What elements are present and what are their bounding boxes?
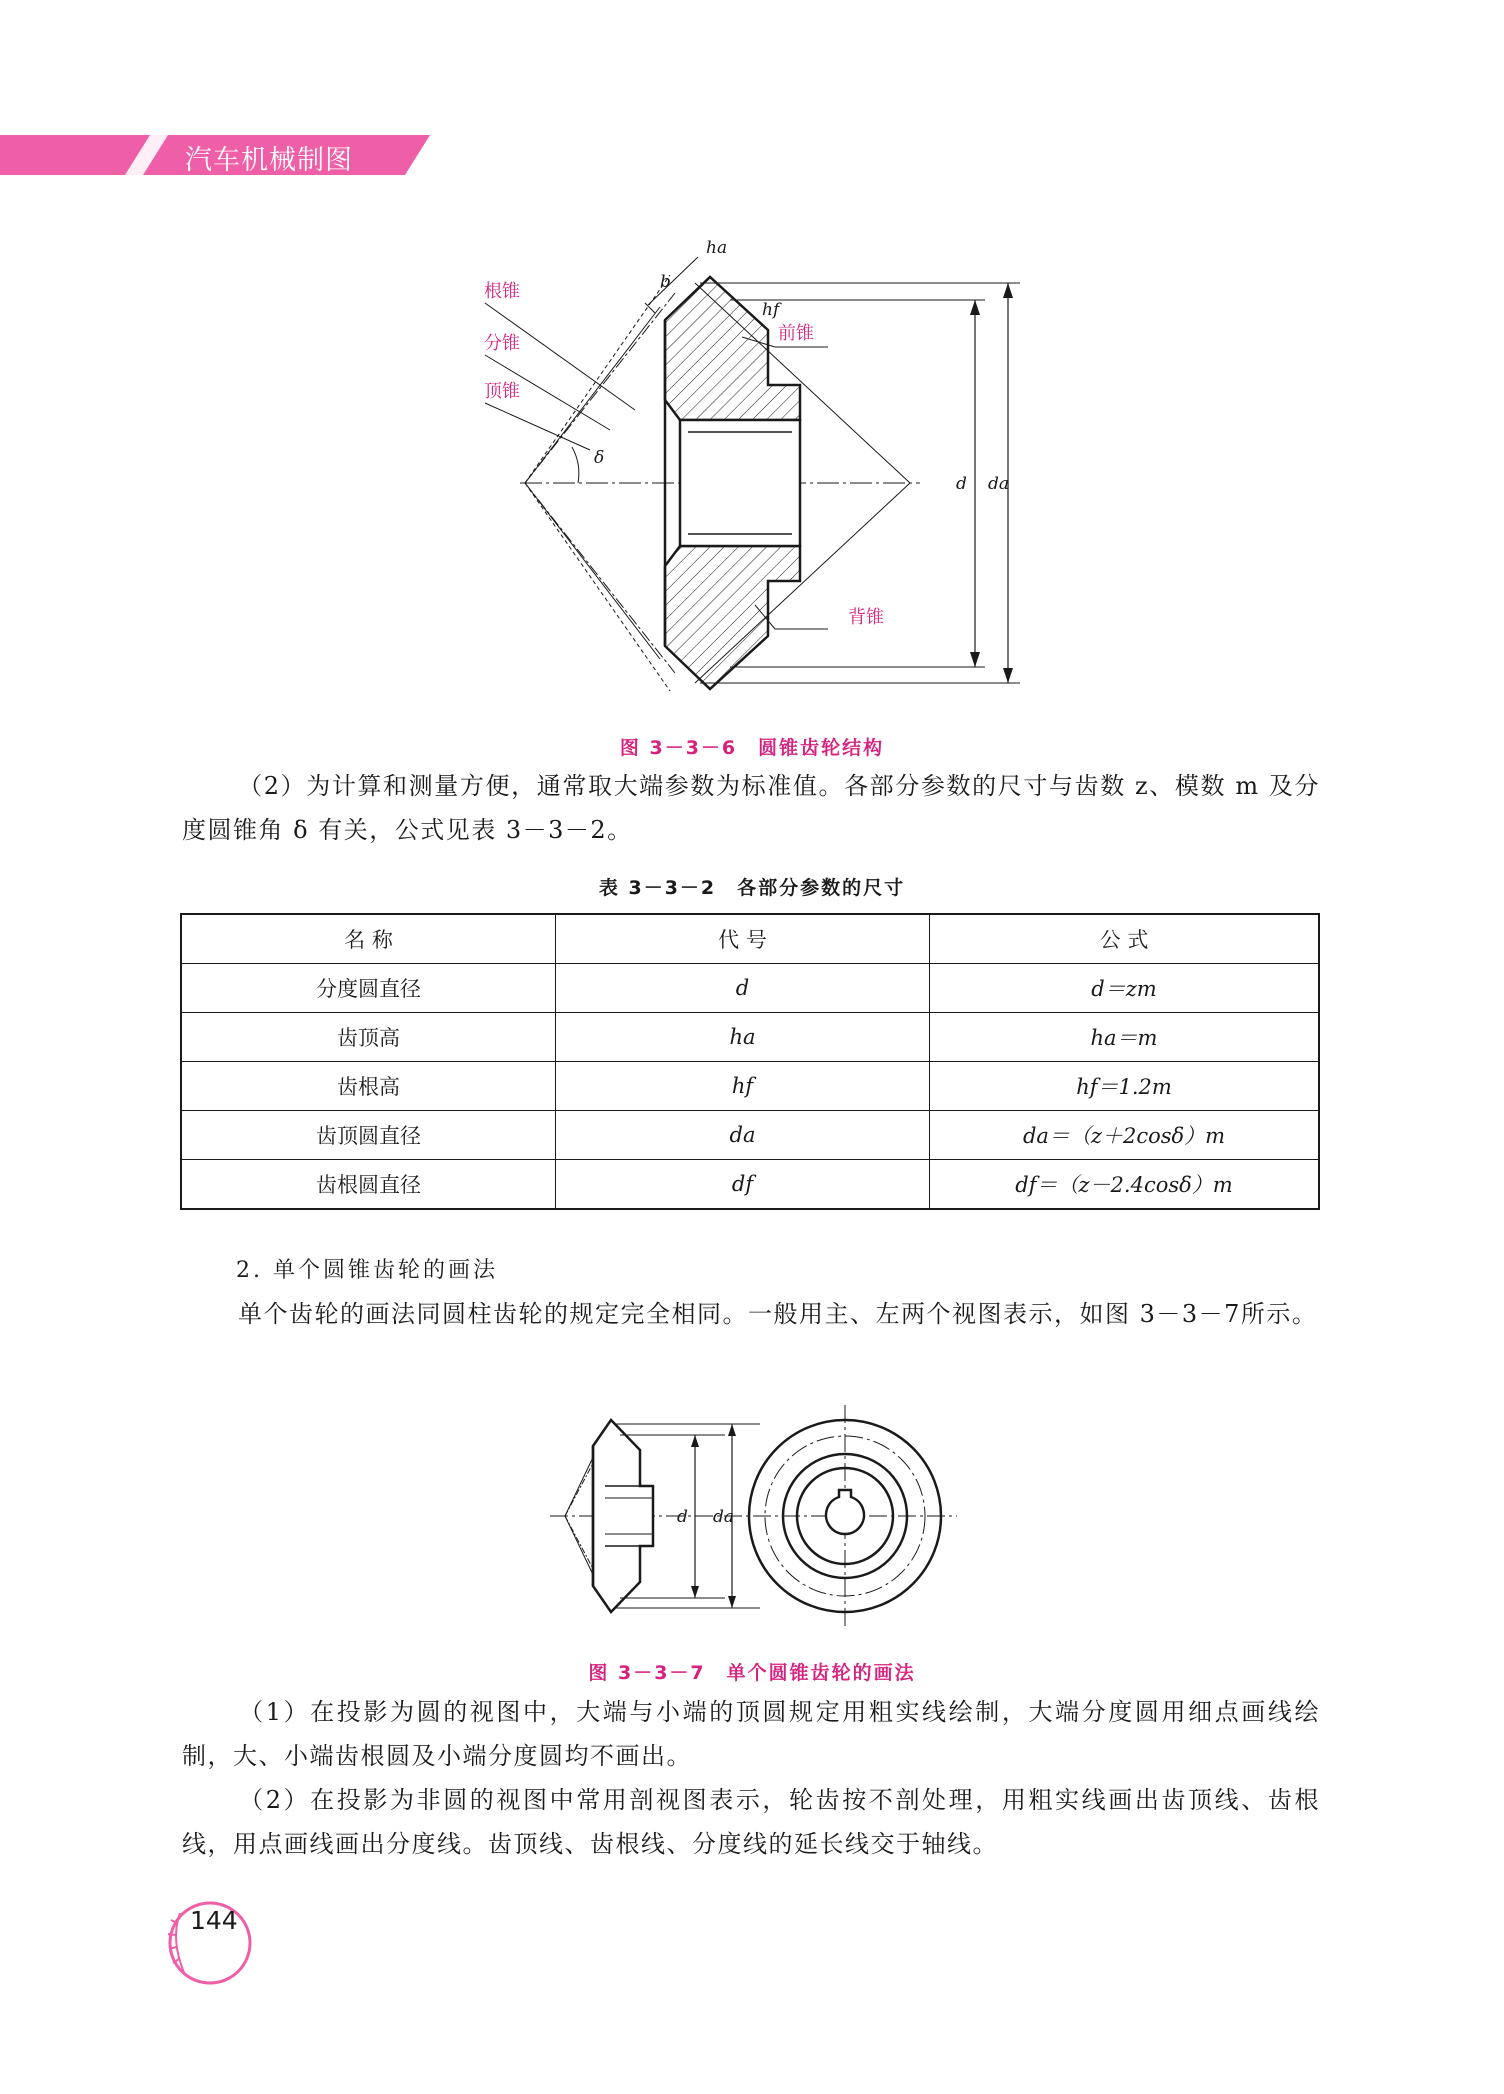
paragraph-4: （2）在投影为非圆的视图中常用剖视图表示，轮齿按不剖处理，用粗实线画出齿顶线、齿根线，用点画线画出分度线。齿顶线、齿根线、分度线的延长线交于轴线。	[182, 1786, 1320, 1858]
table-row	[181, 1062, 1319, 1111]
figure1-caption: 图 3－3－6 圆锥齿轮结构	[619, 737, 885, 759]
cell-symbol: ha	[556, 1013, 930, 1062]
label-pitch-cone: 分锥	[484, 333, 520, 354]
cell-symbol: hf	[556, 1062, 930, 1111]
label-tip-cone: 顶锥	[484, 381, 520, 402]
page-number: 144	[190, 1906, 238, 1935]
header-formula: 公 式	[930, 914, 1320, 964]
figure-bevel-gear-structure	[470, 235, 1030, 695]
table-row	[181, 1111, 1319, 1160]
paragraph-1: （2）为计算和测量方便，通常取大端参数为标准值。各部分参数的尺寸与齿数 z、模数 m 及分度圆锥角 δ 有关，公式见表 3－3－2。	[182, 772, 1320, 844]
cell-formula: hf＝1.2m	[930, 1062, 1320, 1111]
table-title: 表 3－3－2 各部分参数的尺寸	[598, 877, 906, 899]
fig2-dim-d: d	[677, 1507, 688, 1527]
dim-d: d	[956, 474, 967, 494]
cell-formula: df＝（z－2.4cosδ）m	[930, 1160, 1320, 1210]
table-row	[181, 964, 1319, 1013]
cell-name: 齿根高	[181, 1062, 556, 1111]
figure2-caption: 图 3－3－7 单个圆锥齿轮的画法	[588, 1662, 916, 1684]
header-symbol: 代 号	[556, 914, 930, 964]
cell-formula: ha＝m	[930, 1013, 1320, 1062]
cell-name: 分度圆直径	[181, 964, 556, 1013]
label-root-cone: 根锥	[484, 281, 520, 302]
label-back-cone: 背锥	[848, 607, 884, 628]
cell-name: 齿顶圆直径	[181, 1111, 556, 1160]
dim-hf: hf	[762, 300, 780, 320]
section-heading: 2. 单个圆锥齿轮的画法	[236, 1258, 498, 1283]
table-row	[181, 1160, 1319, 1210]
cell-formula: d＝zm	[930, 964, 1320, 1013]
figure-single-bevel-gear	[545, 1400, 965, 1630]
cell-symbol: d	[556, 964, 930, 1013]
header-title: 汽车机械制图	[185, 145, 353, 176]
dim-da: da	[988, 474, 1010, 494]
table-header-row	[181, 914, 1319, 964]
paragraph-2: 单个齿轮的画法同圆柱齿轮的规定完全相同。一般用主、左两个视图表示，如图 3－3－7所示。	[238, 1300, 1318, 1328]
parameter-table	[180, 913, 1320, 1210]
header-name: 名 称	[181, 914, 556, 964]
dim-b: b	[660, 272, 671, 292]
paragraph-3: （1）在投影为圆的视图中，大端与小端的顶圆规定用粗实线绘制，大端分度圆用细点画线绘制，大、小端齿根圆及小端分度圆均不画出。	[182, 1698, 1320, 1770]
cell-symbol: da	[556, 1111, 930, 1160]
dim-ha: ha	[706, 238, 728, 258]
dim-delta: δ	[594, 448, 605, 468]
fig2-dim-da: da	[713, 1507, 735, 1527]
cell-name: 齿根圆直径	[181, 1160, 556, 1210]
table-row	[181, 1013, 1319, 1062]
label-front-cone: 前锥	[778, 323, 814, 344]
cell-symbol: df	[556, 1160, 930, 1210]
cell-formula: da＝（z＋2cosδ）m	[930, 1111, 1320, 1160]
cell-name: 齿顶高	[181, 1013, 556, 1062]
